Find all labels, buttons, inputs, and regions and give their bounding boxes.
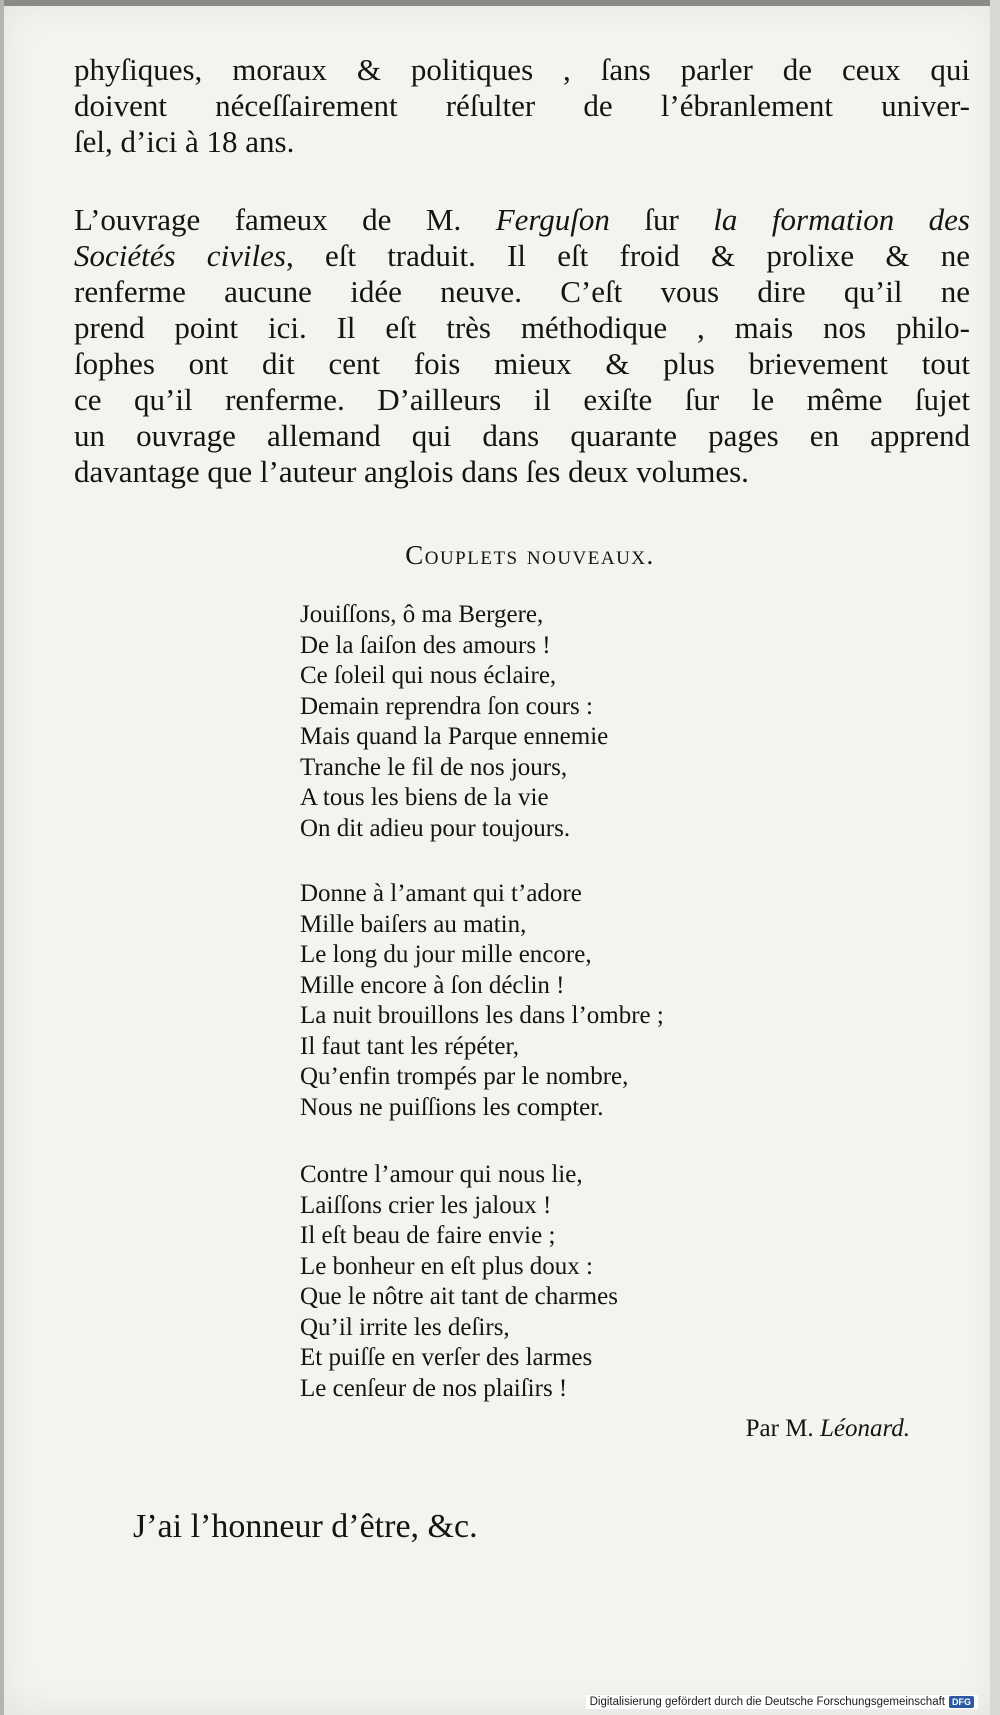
page-left-edge bbox=[0, 0, 4, 1715]
verse-line: Laiſſons crier les jaloux ! bbox=[300, 1191, 552, 1219]
paragraph-line: ſophes ont dit cent fois mieux & plus brievement tout bbox=[74, 346, 970, 381]
verse-line: Mille encore à ſon déclin ! bbox=[300, 971, 565, 999]
verse-line: Il eſt beau de faire envie ; bbox=[300, 1222, 556, 1249]
text-run: ſur bbox=[609, 202, 714, 237]
author-prefix: Par M. bbox=[745, 1415, 820, 1442]
verse-line: On dit adieu pour toujours. bbox=[300, 814, 571, 842]
poem-stanza-3 bbox=[300, 1160, 618, 1404]
verse-line: Mille baiſers au matin, bbox=[300, 910, 527, 938]
text-run: L’ouvrage fameux de M. bbox=[74, 202, 496, 237]
paragraph-line: doivent néceſſairement réſulter de l’ébranlement univer- bbox=[74, 88, 970, 123]
poem-title bbox=[0, 540, 1000, 571]
paragraph-line bbox=[74, 202, 970, 238]
verse-line: Ce ſoleil qui nous éclaire, bbox=[300, 662, 557, 689]
poem-title-text: Couplets nouveaux. bbox=[405, 540, 655, 570]
page-right-edge bbox=[990, 0, 1000, 1715]
verse-line: Jouiſſons, ô ma Bergere, bbox=[300, 601, 544, 628]
poem-stanza-2 bbox=[300, 879, 664, 1123]
verse-line: Il faut tant les répéter, bbox=[300, 1032, 520, 1060]
verse-line: La nuit brouillons les dans l’ombre ; bbox=[300, 1002, 664, 1029]
author-name: Léonard. bbox=[819, 1415, 910, 1442]
paragraph-line: ce qu’il renferme. D’ailleurs il exiſte ſur le même ſujet bbox=[74, 382, 970, 417]
paragraph-1 bbox=[74, 52, 970, 160]
paragraph-line: renferme aucune idée neuve. C’eſt vous dire qu’il ne bbox=[74, 274, 970, 309]
verse-line: Le cenſeur de nos plaiſirs ! bbox=[300, 1374, 568, 1402]
verse-line: Le bonheur en eſt plus doux : bbox=[300, 1252, 593, 1280]
text-run: , eſt traduit. Il eſt froid & prolixe & ne bbox=[285, 238, 970, 273]
poem-author bbox=[746, 1415, 910, 1443]
verse-line: Donne à l’amant qui t’adore bbox=[300, 880, 582, 907]
digitization-credit bbox=[586, 1695, 978, 1709]
paragraph-line: prend point ici. Il eſt très méthodique , mais nos philo- bbox=[74, 310, 970, 345]
verse-line: De la ſaiſon des amours ! bbox=[300, 631, 551, 659]
paragraph-line: phyſiques, moraux & politiques , ſans parler de ceux qui bbox=[74, 52, 970, 87]
paragraph-line: davantage que l’auteur anglois dans ſes deux volumes. bbox=[74, 454, 749, 489]
paragraph-2 bbox=[74, 202, 970, 490]
verse-line: Tranche le fil de nos jours, bbox=[300, 753, 568, 781]
credit-text: Digitalisierung gefördert durch die Deutsche Forschungsgemeinschaft bbox=[589, 1696, 945, 1708]
verse-line: Et puiſſe en verſer des larmes bbox=[300, 1344, 593, 1371]
book-title-reference: la formation des bbox=[713, 202, 970, 237]
verse-line: Qu’enfin trompés par le nombre, bbox=[300, 1063, 629, 1090]
paragraph-line: un ouvrage allemand qui dans quarante pages en apprend bbox=[74, 418, 970, 453]
verse-line: Mais quand la Parque ennemie bbox=[300, 723, 609, 750]
verse-line: A tous les biens de la vie bbox=[300, 784, 549, 811]
poem-stanza-1 bbox=[300, 600, 608, 844]
paragraph-line bbox=[74, 238, 970, 274]
author-reference: Ferguſon bbox=[495, 202, 610, 237]
page-top-edge bbox=[0, 0, 1000, 6]
book-title-reference: Sociétés civiles bbox=[74, 238, 286, 273]
verse-line: Demain reprendra ſon cours : bbox=[300, 692, 593, 720]
closing-line: J’ai l’honneur d’être, &c. bbox=[133, 1508, 478, 1545]
paragraph-line: ſel, d’ici à 18 ans. bbox=[74, 124, 295, 159]
verse-line: Qu’il irrite les deſirs, bbox=[300, 1313, 510, 1341]
verse-line: Nous ne puiſſions les compter. bbox=[300, 1093, 604, 1121]
verse-line: Le long du jour mille encore, bbox=[300, 941, 592, 968]
verse-line: Contre l’amour qui nous lie, bbox=[300, 1161, 583, 1188]
dfg-logo-icon: DFG bbox=[949, 1696, 974, 1708]
verse-line: Que le nôtre ait tant de charmes bbox=[300, 1283, 618, 1310]
